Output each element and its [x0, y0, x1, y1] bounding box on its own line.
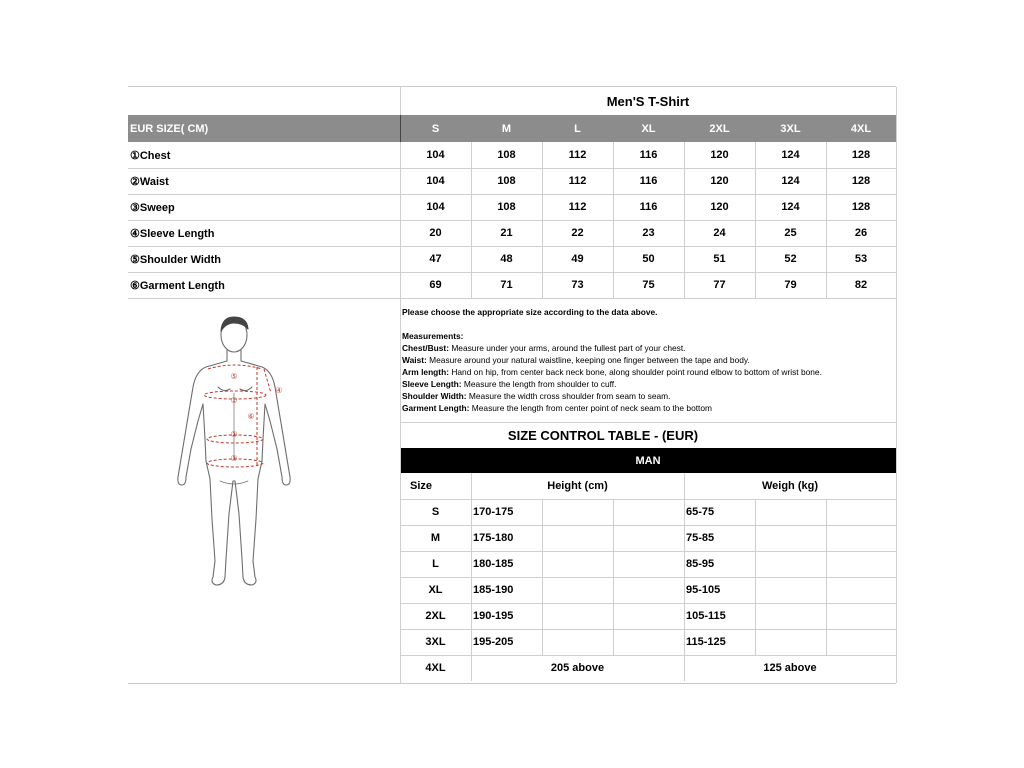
- control-size-cell: 2XL: [425, 610, 446, 622]
- row-label: ⑤Shoulder Width: [130, 253, 222, 266]
- size-value-cell: 116: [639, 201, 658, 213]
- size-value-cell: 49: [571, 253, 584, 265]
- size-value-cell: 21: [500, 227, 513, 239]
- definition-text: Hand on hip, from center back neck bone, along shoulder point round elbow to bottom of wrist bone.: [449, 367, 822, 377]
- control-weight-cell: 115-125: [686, 636, 726, 648]
- size-value-cell: 116: [639, 149, 658, 161]
- size-value-cell: 26: [854, 227, 868, 239]
- measurement-definition: [402, 390, 896, 402]
- marker-5: ⑤: [230, 372, 238, 381]
- control-size-cell: 3XL: [425, 636, 446, 648]
- size-header-4xl: 4XL: [850, 122, 872, 135]
- size-value-cell: 120: [710, 201, 729, 213]
- size-value-cell: 77: [713, 279, 726, 291]
- control-height-cell: 205 above: [550, 662, 605, 674]
- definition-term: Garment Length:: [402, 403, 470, 413]
- measurement-definition: [402, 342, 896, 354]
- size-value-cell: 128: [851, 201, 871, 213]
- page-title: Men'S T-Shirt: [606, 93, 690, 109]
- marker-3: ③: [230, 454, 238, 463]
- size-value-cell: 112: [568, 175, 587, 187]
- control-height-cell: 170-175: [473, 506, 514, 518]
- size-value-cell: 24: [713, 227, 726, 239]
- size-header-m: M: [501, 122, 512, 135]
- grid-hline: [400, 551, 896, 552]
- grid-hline: [400, 525, 896, 526]
- size-header-3xl: 3XL: [780, 122, 801, 135]
- grid-vline: [471, 473, 472, 681]
- grid-hline: [400, 422, 896, 423]
- size-header-xl: XL: [641, 122, 656, 135]
- size-value-cell: 108: [497, 149, 516, 161]
- grid-hline: [400, 577, 896, 578]
- control-height-cell: 195-205: [473, 636, 514, 648]
- instructions-intro: Please choose the appropriate size according to the data above.: [402, 307, 658, 317]
- size-value-cell: 75: [642, 279, 655, 291]
- eur-size-header: EUR SIZE( CM): [130, 122, 209, 135]
- control-weight-cell: 125 above: [763, 662, 817, 674]
- body-measurement-figure: [158, 309, 338, 599]
- size-value-cell: 112: [568, 201, 587, 213]
- control-size-cell: S: [431, 506, 440, 518]
- size-value-cell: 104: [426, 201, 445, 213]
- grid-vline: [755, 499, 756, 655]
- size-value-cell: 25: [784, 227, 797, 239]
- grid-hline: [128, 168, 896, 169]
- measurement-definition: [402, 354, 896, 366]
- size-value-cell: 104: [426, 149, 445, 161]
- size-value-cell: 51: [713, 253, 726, 265]
- grid-vline: [542, 142, 543, 298]
- grid-hline: [128, 194, 896, 195]
- grid-vline: [542, 499, 543, 655]
- grid-vline: [826, 142, 827, 298]
- size-header-l: L: [574, 122, 581, 135]
- control-weight-cell: 95-105: [686, 584, 721, 596]
- control-height-cell: 180-185: [473, 558, 514, 570]
- measurement-definitions: [402, 342, 896, 414]
- measurement-instructions: [402, 306, 896, 418]
- grid-vline: [613, 499, 614, 655]
- row-label: ①Chest: [130, 149, 171, 162]
- size-chart-sheet: [128, 86, 896, 684]
- definition-term: Waist:: [402, 355, 427, 365]
- control-size-cell: M: [430, 532, 441, 544]
- size-value-cell: 69: [429, 279, 442, 291]
- control-weight-cell: 85-95: [686, 558, 715, 570]
- grid-vline: [896, 87, 897, 683]
- grid-hline: [400, 499, 896, 500]
- marker-1: ①: [230, 396, 238, 405]
- control-height-cell: 185-190: [473, 584, 514, 596]
- size-value-cell: 53: [854, 253, 868, 265]
- size-value-cell: 50: [642, 253, 655, 265]
- row-label: ③Sweep: [130, 201, 175, 214]
- definition-text: Measure around your natural waistline, keeping one finger between the tape and body.: [426, 355, 750, 365]
- size-value-cell: 71: [500, 279, 513, 291]
- grid-hline: [128, 298, 896, 299]
- marker-2: ②: [230, 430, 238, 439]
- grid-vline: [826, 499, 827, 655]
- control-weight-cell: 75-85: [686, 532, 715, 544]
- size-value-cell: 20: [429, 227, 442, 239]
- marker-6: ⑥: [247, 412, 255, 421]
- row-label: ⑥Garment Length: [130, 279, 225, 292]
- size-value-cell: 48: [500, 253, 513, 265]
- definition-text: Measure the width cross shoulder from seam to seam.: [466, 391, 671, 401]
- control-col-height: Height (cm): [547, 480, 608, 492]
- man-band: MAN: [400, 448, 896, 473]
- grid-vline: [471, 142, 472, 298]
- grid-hline: [400, 603, 896, 604]
- size-header-2xl: 2XL: [709, 122, 730, 135]
- size-value-cell: 104: [426, 175, 445, 187]
- human-figure-illustration: [158, 309, 338, 599]
- definition-term: Arm length:: [402, 367, 449, 377]
- definition-term: Chest/Bust:: [402, 343, 449, 353]
- control-size-cell: XL: [428, 584, 443, 596]
- grid-vline: [755, 142, 756, 298]
- row-label: ④Sleeve Length: [130, 227, 215, 240]
- control-weight-cell: 65-75: [686, 506, 715, 518]
- size-value-cell: 79: [784, 279, 797, 291]
- size-value-cell: 73: [571, 279, 584, 291]
- size-value-cell: 23: [642, 227, 655, 239]
- control-size-cell: 4XL: [425, 662, 446, 674]
- definition-text: Measure the length from center point of neck seam to the bottom: [469, 403, 713, 413]
- size-value-cell: 120: [710, 149, 729, 161]
- grid-vline: [684, 142, 685, 298]
- control-col-weight: Weigh (kg): [761, 480, 818, 492]
- measurements-heading: Measurements:: [402, 331, 464, 341]
- size-value-cell: 108: [497, 201, 516, 213]
- size-value-cell: 47: [429, 253, 442, 265]
- definition-term: Sleeve Length:: [402, 379, 462, 389]
- marker-4: ④: [275, 386, 283, 395]
- grid-vline: [400, 87, 401, 683]
- size-value-cell: 22: [571, 227, 584, 239]
- size-value-cell: 120: [710, 175, 729, 187]
- grid-hline: [400, 655, 896, 656]
- grid-hline: [400, 629, 896, 630]
- control-table-title: SIZE CONTROL TABLE - (EUR): [507, 428, 699, 443]
- measurement-definition: [402, 402, 896, 414]
- control-height-cell: 190-195: [473, 610, 514, 622]
- measurement-definition: [402, 378, 896, 390]
- control-weight-cell: 105-115: [686, 610, 726, 622]
- definition-text: Measure the length from shoulder to cuff.: [461, 379, 617, 389]
- grid-hline: [128, 272, 896, 273]
- grid-vline: [613, 142, 614, 298]
- definition-term: Shoulder Width:: [402, 391, 467, 401]
- control-size-cell: L: [432, 558, 439, 570]
- size-value-cell: 116: [639, 175, 658, 187]
- size-value-cell: 52: [784, 253, 797, 265]
- size-value-cell: 82: [854, 279, 868, 291]
- size-value-cell: 124: [781, 149, 800, 161]
- size-value-cell: 128: [851, 175, 871, 187]
- measurement-definition: [402, 366, 896, 378]
- size-header-s: S: [431, 122, 440, 135]
- size-value-cell: 128: [851, 149, 871, 161]
- grid-hline: [128, 246, 896, 247]
- control-height-cell: 175-180: [473, 532, 514, 544]
- definition-text: Measure under your arms, around the fullest part of your chest.: [449, 343, 686, 353]
- size-value-cell: 124: [781, 201, 800, 213]
- grid-vline: [684, 473, 685, 681]
- size-value-cell: 108: [497, 175, 516, 187]
- grid-divider: [400, 115, 401, 142]
- grid-hline: [128, 220, 896, 221]
- size-value-cell: 124: [781, 175, 800, 187]
- row-label: ②Waist: [130, 175, 169, 188]
- size-value-cell: 112: [568, 149, 587, 161]
- control-col-size: Size: [410, 480, 433, 492]
